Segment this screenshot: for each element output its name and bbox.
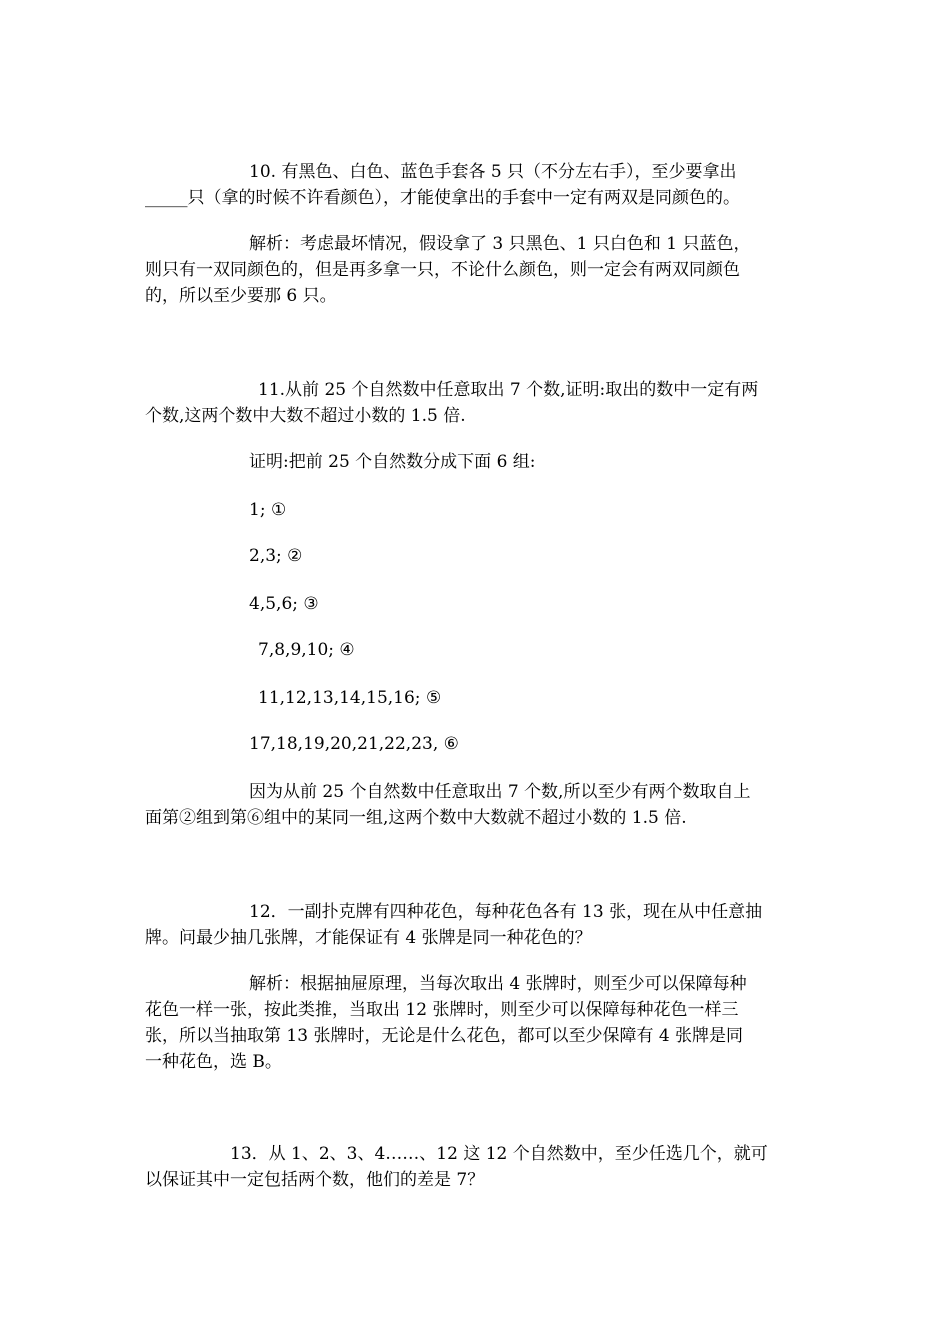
q12-analysis-line-3: 张，所以当抽取第 13 张牌时，无论是什么花色，都可以至少保障有 4 张牌是同	[145, 1026, 744, 1046]
q11-group-1: 1; ①	[249, 500, 287, 520]
q11-line-2: 个数,这两个数中大数不超过小数的 1.5 倍.	[145, 406, 466, 426]
q10-line-1: 10. 有黑色、白色、蓝色手套各 5 只（不分左右手），至少要拿出	[249, 162, 737, 182]
q12-line-1: 12．一副扑克牌有四种花色，每种花色各有 13 张，现在从中任意抽	[249, 902, 763, 922]
q11-group-2: 2,3; ②	[249, 546, 303, 566]
q10-line-2: _____只（拿的时候不许看颜色），才能使拿出的手套中一定有两双是同颜色的。	[145, 188, 740, 208]
q12-analysis-line-4: 一种花色，选 B。	[145, 1052, 282, 1072]
q10-analysis-line-1: 解析：考虑最坏情况，假设拿了 3 只黑色、1 只白色和 1 只蓝色，	[249, 234, 751, 254]
q13-line-1: 13．从 1、2、3、4……、12 这 12 个自然数中，至少任选几个，就可	[230, 1144, 768, 1164]
q11-group-6: 17,18,19,20,21,22,23, ⑥	[249, 734, 459, 754]
q11-group-5: 11,12,13,14,15,16; ⑤	[258, 688, 442, 708]
q11-proof-intro: 证明:把前 25 个自然数分成下面 6 组:	[249, 452, 536, 472]
q12-analysis-line-2: 花色一样一张，按此类推，当取出 12 张牌时，则至少可以保障每种花色一样三	[145, 1000, 739, 1020]
q11-conclusion-line-1: 因为从前 25 个自然数中任意取出 7 个数,所以至少有两个数取自上	[249, 782, 751, 802]
q11-line-1: 11.从前 25 个自然数中任意取出 7 个数,证明:取出的数中一定有两	[258, 380, 759, 400]
q11-conclusion-line-2: 面第②组到第⑥组中的某同一组,这两个数中大数就不超过小数的 1.5 倍.	[145, 808, 687, 828]
q13-line-2: 以保证其中一定包括两个数，他们的差是 7？	[145, 1170, 485, 1190]
q10-analysis-line-2: 则只有一双同颜色的，但是再多拿一只，不论什么颜色，则一定会有两双同颜色	[145, 260, 740, 280]
q10-analysis-line-3: 的，所以至少要那 6 只。	[145, 286, 337, 306]
q12-line-2: 牌。问最少抽几张牌，才能保证有 4 张牌是同一种花色的？	[145, 928, 592, 948]
q11-group-4: 7,8,9,10; ④	[258, 640, 355, 660]
q12-analysis-line-1: 解析：根据抽屉原理，当每次取出 4 张牌时，则至少可以保障每种	[249, 974, 747, 994]
q11-group-3: 4,5,6; ③	[249, 594, 319, 614]
